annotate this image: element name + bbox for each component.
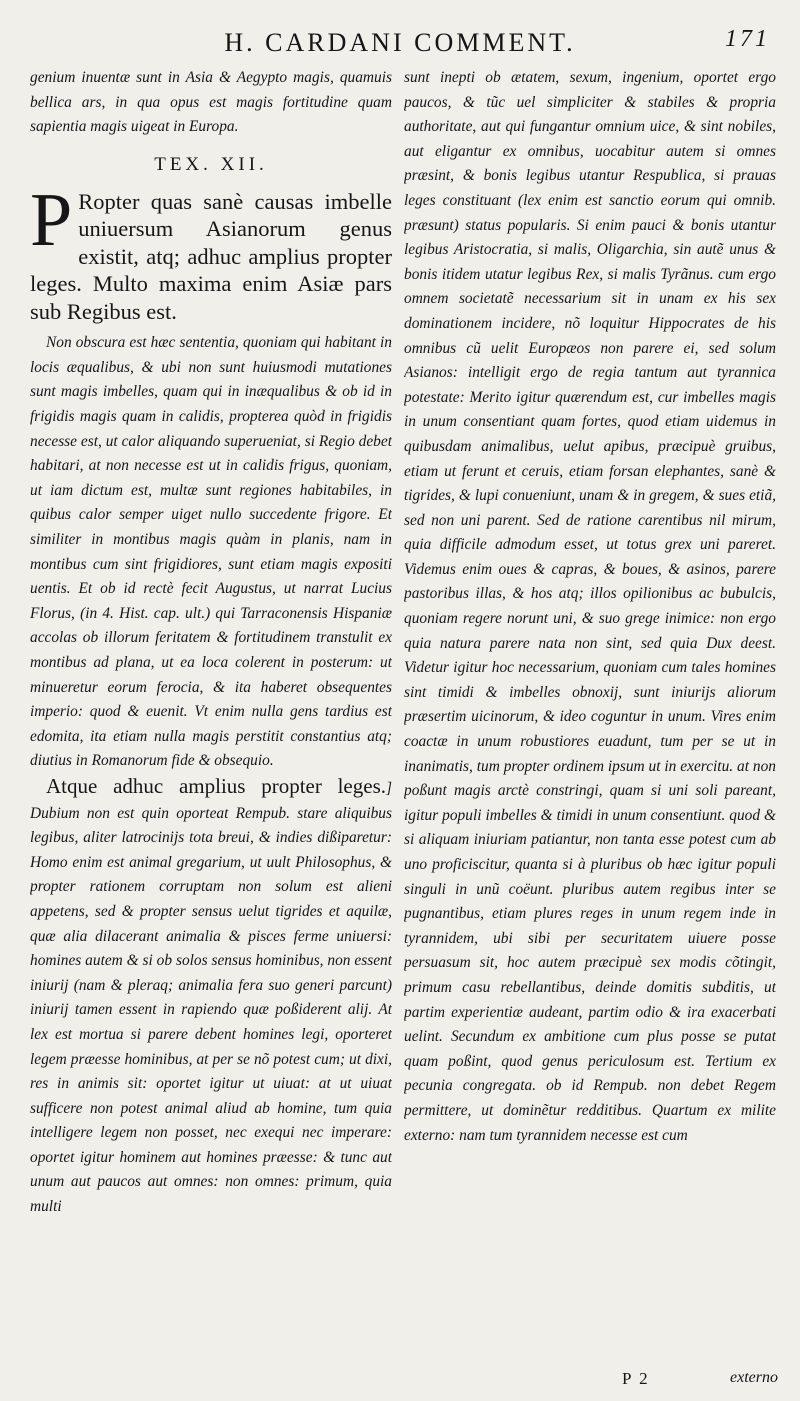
running-title: H. CARDANI COMMENT. <box>224 28 576 57</box>
right-column-text: sunt inepti ob ætatem, sexum, ingenium, oportet ergo paucos, & tũc uel simpliciter & stabiles & propria authoritate, aut qui fungantur omnium uice, & sint nobiles, aut eligantur ex omnibus, uocabitur autem si omnes præsint, & bonis legibus utantur Respublica, si prauas leges constituant (lex enim est sanctio eorum qui omnib. præsunt) status popularis. Si enim pauci & bonis utantur legibus Aristocratia, si malis, Oligarchia, sin autẽ unus & bonis itidem utatur legibus Rex, si malis Tyrãnus. cum ergo omnem societatẽ necessarium sit in unam ex his sex dominationem incidere, nõ loquitur Hippocrates de his omnibus cũ uelit Europæos non parere ei, sed solum Asianos: intelligit ergo de regia tantum aut tyrannica potestate: Merito igitur quærendum est, cur imbelles magis in unum consentiant quam fortes, quod etiam uidemus in quibusdam animalibus, uelut apibus, præcipuè gruibus, etiam ut ferunt et ceruis, etiam forsan elephantes, sanè & tigrides, & lupi conueniunt, unam & in gregem, & sues etiã, sed non uni parent. Sed de ratione carentibus nil mirum, quia difficile admodum esset, ut totus grex uni pareret. Videmus enim oues & capras, & boues, & asinos, parere pastoribus illas, & hos atq; illos opilionibus ac bubulcis, quoniam regere norunt uni, & suo grege inimice: non ergo quia natura parere nata non sint, sed quia Dux deest. Videtur igitur hoc necessarium, quoniam cum tales homines sint timidi & imbelles obnoxij, sunt iniurijs aliorum præsertim uicinorum, & ideo coguntur in unum. Vires enim coactæ in unum robustiores euadunt, tum per se ut in inanimatis, tum propter ordinem ipsum ut in exercitu. at non poßunt magis arctè constringi, quam si uni soli pareant, igitur populi imbelles & timidi in unum consentiunt. quod & si aliquam iniuriam patiantur, non tanta esse potest cum ab uno proficiscitur, quanta si à pluribus ob hæc igitur populi singuli in unũ coëunt. pluribus autem regibus inter se pugnantibus, etiam plures reges in unum regem inde in tyrannidem, ubi sibi per securitatem uiuere posse persuasum sit, hoc autem præcipuè sex modis cõtingit, primum casu rebellantibus, deinde domitis subditis, ut partim experientiæ audeant, partim odio & ira exacerbati uelint. Secundum ex ambitione cum plus posse se putat quam poßint, quod genus periculosum est. Tertium ex pecunia congregata. ob id Rempub. non debet Regem permittere, ut dominẽtur redditibus. Quartum ex milite externo: nam tum tyrannidem necesse est cum <box>404 69 776 1144</box>
right-column <box>404 66 776 1359</box>
left-column <box>30 66 392 1359</box>
drop-cap: P <box>30 177 73 262</box>
left-opening-text: genium inuentæ sunt in Asia & Aegypto magis, quamuis bellica ars, in qua opus est magis fortitudine quam sapientia magis uigeat in Europa. <box>30 69 392 136</box>
signature-mark: P 2 <box>622 1369 650 1388</box>
commentary-paragraph-1: Non obscura est hæc sententia, quoniam qui habitant in locis æqualibus, & ubi non sunt huiusmodi mutationes sunt magis imbelles, quam qui in inæqualibus & ob id in frigidis magis quam in calidis, propterea quòd in frigidis necesse est, ut calor aliquando superueniat, si Regio debet habitari, at non necesse est ut in calidis frigus, quoniam, ut iam dictum est, multæ sunt regiones habitabiles, in quibus calor semper uiget nullo succedente frigore. Et similiter in montibus magis quàm in planis, nam in montibus cum sint frigidiores, sunt etiam magis expositi uentis. Et ob id rectè fecit Augustus, ut narrat Lucius Florus, (in 4. Hist. cap. ult.) qui Tarraconensis Hispaniæ accolas ob illorum feritatem & fortitudinem transtulit ex montibus ad plana, ut ea loca colerent in posterum: ut minueretur eorum ferocia, & ita haberet obsequentes imperio: quod & euenit. Vt enim nulla gens tardius est edomita, ita etiam nulla magis perstitit constantius atq; diutius in Romanorum fide & obsequio. <box>30 334 392 770</box>
page-header <box>0 28 800 62</box>
commentary-paragraph-2 <box>30 774 392 1220</box>
page-footer <box>0 1367 800 1393</box>
commentary-paragraph-2-body: ] Dubium non est quin oporteat Rempub. stare aliquibus legibus, aliter latrocinijs tota breui, & indies dißiparetur: Homo enim est animal gregarium, ut uult Philosophus, & propter rationem corruptam non solum est alieni appetens, sed & propter sensus uelut tigrides et aquilæ, quæ alia dilacerant animalia & pisces ferme uniuersi: homines autem & si ob solos sensus hominibus, non essent iniurij (nam & pleraq; animalia fera suo generi parcunt) iniurij tamen essent in rapiendo quæ poßiderent alij. At lex est mortua si parere debent homines legi, oporteret legem præesse hominibus, at per se nõ potest cum; ut dixi, res in animis sit: oportet igitur ut uiuat: at ut uiuat sufficere non potest animal aliud ab homine, tum quia intelligere legem non posset, nec exequi nec imperare: oportet igitur hominem aut homines præesse: & tunc aut unum aut paucos aut omnes: non omnes: primum, quia multi <box>30 779 392 1216</box>
lemma-heading: Atque adhuc amplius propter leges. <box>46 773 386 798</box>
hippocrates-text-body: Ropter quas sanè causas imbelle uniuersum Asianorum genus existit, atq; adhuc amplius propter leges. Multo maxima enim Asiæ pars sub Regibus est. <box>30 188 392 324</box>
hippocrates-text <box>30 177 392 326</box>
page-number: 171 <box>725 26 770 52</box>
catchword: externo <box>730 1369 778 1386</box>
tex-label: TEX. XII. <box>154 153 268 175</box>
